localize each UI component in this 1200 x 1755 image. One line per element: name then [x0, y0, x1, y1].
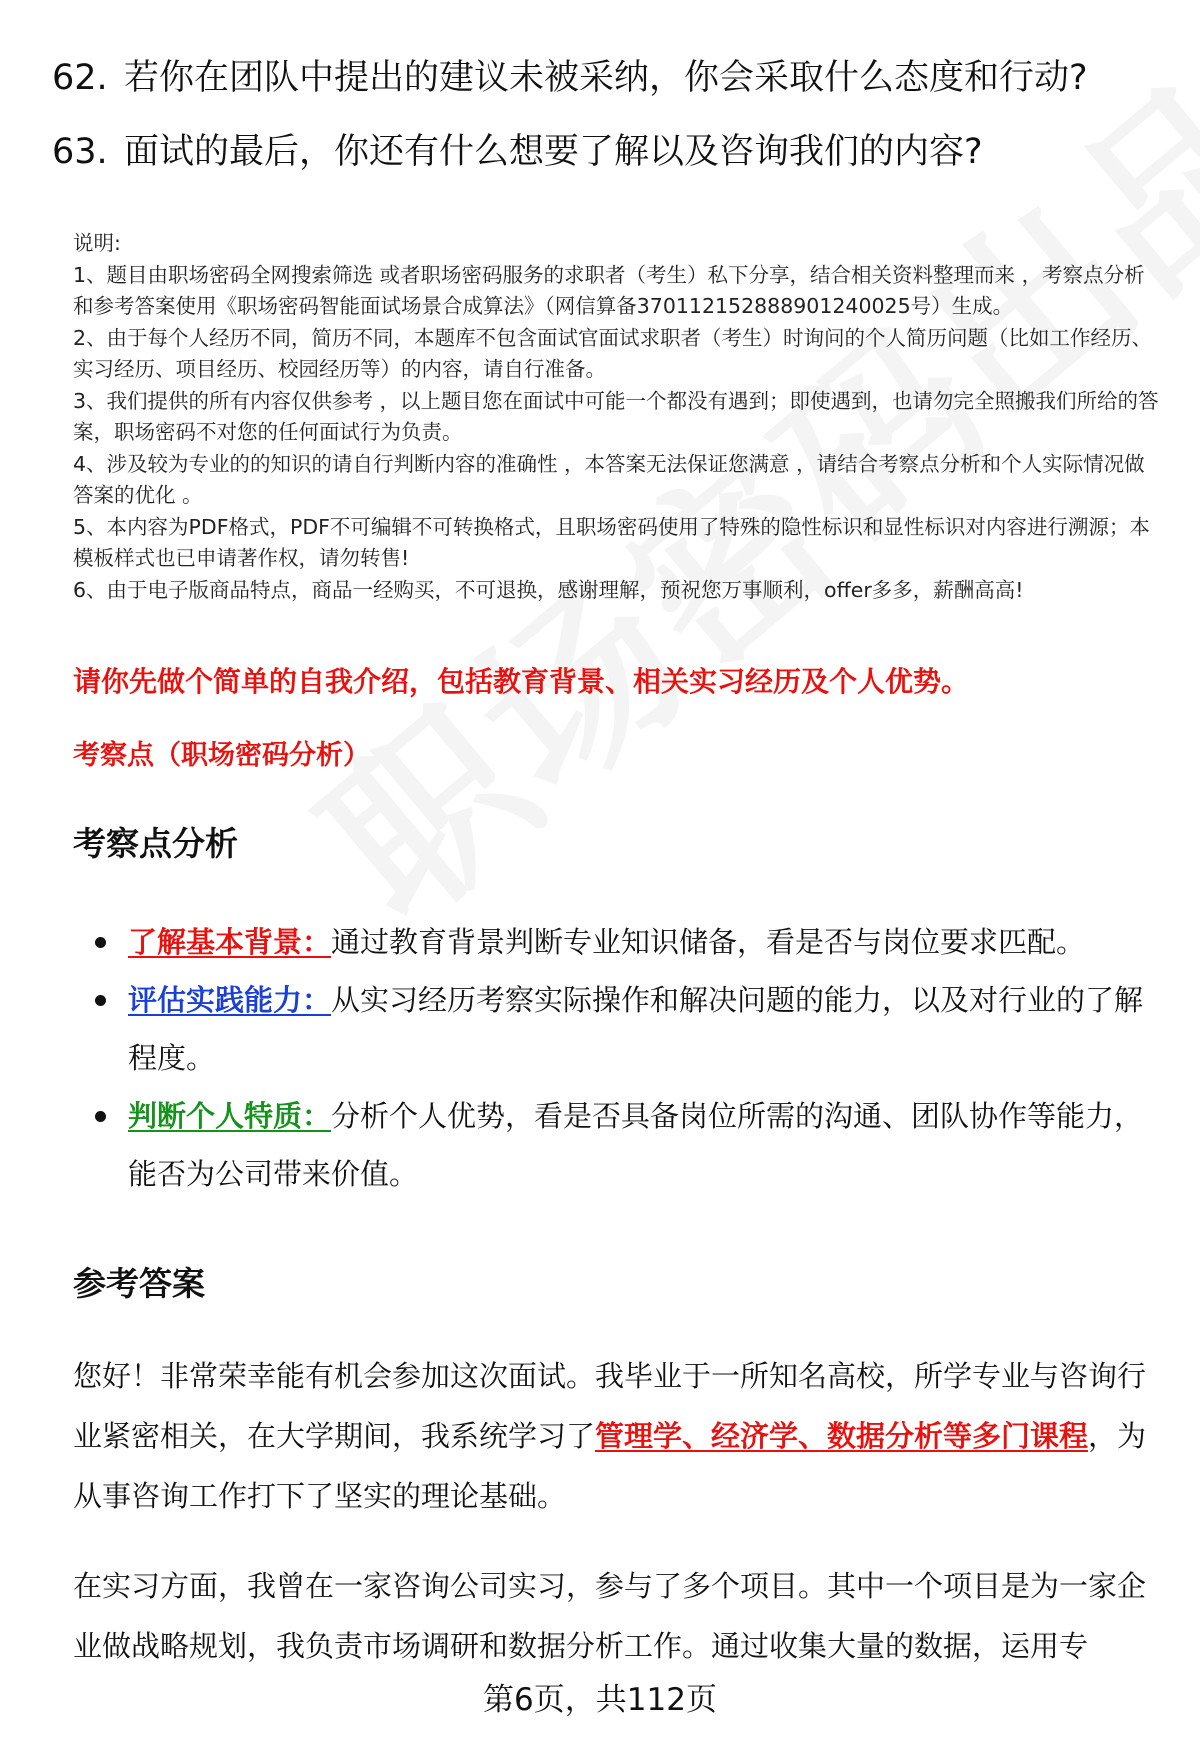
question-number: 62. — [52, 58, 108, 98]
analysis-heading: 考察点分析 — [73, 824, 238, 863]
analysis-label: 了解基本背景： — [128, 925, 332, 959]
exam-point-label: 考察点（职场密码分析） — [73, 740, 370, 771]
answer-text: 您好！非常荣幸能有机会参加这次面试。我毕业于一所知名高校，所学专业与咨询行业紧密相关，在大学期间，我系统学习了 — [73, 1359, 1147, 1453]
question-63 — [52, 130, 983, 174]
page-number: 第6页，共112页 — [483, 1682, 717, 1718]
analysis-text: 通过教育背景判断专业知识储备，看是否与岗位要求匹配。 — [331, 925, 1086, 959]
bullet-icon — [95, 995, 106, 1006]
question-62 — [52, 56, 1088, 100]
analysis-label: 评估实践能力： — [128, 983, 332, 1017]
answer-highlight: 管理学、经济学、数据分析等多门课程 — [595, 1419, 1089, 1453]
note-item: 4、涉及较为专业的的知识的请自行判断内容的准确性 ，本答案无法保证您满意 ，请结合考察点分析和个人实际情况做答案的优化 。 — [73, 451, 1145, 507]
analysis-text: 分析个人优势，看是否具备岗位所需的沟通、团队协作等能力，能否为公司带来价值。 — [128, 1099, 1144, 1191]
note-item: 2、由于每个人经历不同，简历不同，本题库不包含面试官面试求职者（考生）时询问的个人简历问题（比如工作经历、实习经历、项目经历、校园经历等）的内容，请自行准备。 — [73, 325, 1153, 381]
answer-paragraph-2: 在实习方面，我曾在一家咨询公司实习，参与了多个项目。其中一个项目是为一家企业做战略规划，我负责市场调研和数据分析工作。通过收集大量的数据，运用专 — [73, 1569, 1147, 1663]
main-question: 请你先做个简单的自我介绍，包括教育背景、相关实习经历及个人优势。 — [73, 665, 970, 698]
question-text: 若你在团队中提出的建议未被采纳，你会采取什么态度和行动? — [124, 58, 1088, 98]
analysis-item — [95, 913, 1165, 971]
answer-text: ，为从事咨询工作打下了坚实的理论基础。 — [73, 1419, 1147, 1513]
question-text: 面试的最后，你还有什么想要了解以及咨询我们的内容? — [124, 132, 983, 172]
analysis-list — [95, 913, 1165, 1203]
analysis-text: 从实习经历考察实际操作和解决问题的能力，以及对行业的了解程度。 — [128, 983, 1144, 1075]
notes-section — [73, 228, 1163, 606]
question-number: 63. — [52, 132, 108, 172]
note-item: 6、由于电子版商品特点，商品一经购买，不可退换，感谢理解，预祝您万事顺利，offer多多，薪酬高高! — [73, 577, 1024, 602]
analysis-item — [95, 971, 1165, 1087]
answer-paragraph-1 — [73, 1346, 1153, 1526]
analysis-label: 判断个人特质： — [128, 1099, 332, 1133]
analysis-item — [95, 1087, 1165, 1203]
note-item: 1、题目由职场密码全网搜索筛选 或者职场密码服务的求职者（考生）私下分享，结合相关资料整理而来 ，考察点分析和参考答案使用《职场密码智能面试场景合成算法》（网信算备370112152888901240025号）生成。 — [73, 262, 1145, 318]
bullet-icon — [95, 937, 106, 948]
note-item: 5、本内容为PDF格式，PDF不可编辑不可转换格式，且职场密码使用了特殊的隐性标识和显性标识对内容进行溯源；本模板样式也已申请著作权，请勿转售! — [73, 514, 1150, 570]
note-item: 3、我们提供的所有内容仅供参考 ，以上题目您在面试中可能一个都没有遇到；即使遇到，也请勿完全照搬我们所给的答案，职场密码不对您的任何面试行为负责。 — [73, 388, 1159, 444]
notes-heading: 说明: — [73, 231, 121, 255]
answer-heading: 参考答案 — [73, 1264, 205, 1303]
bullet-icon — [95, 1111, 106, 1122]
